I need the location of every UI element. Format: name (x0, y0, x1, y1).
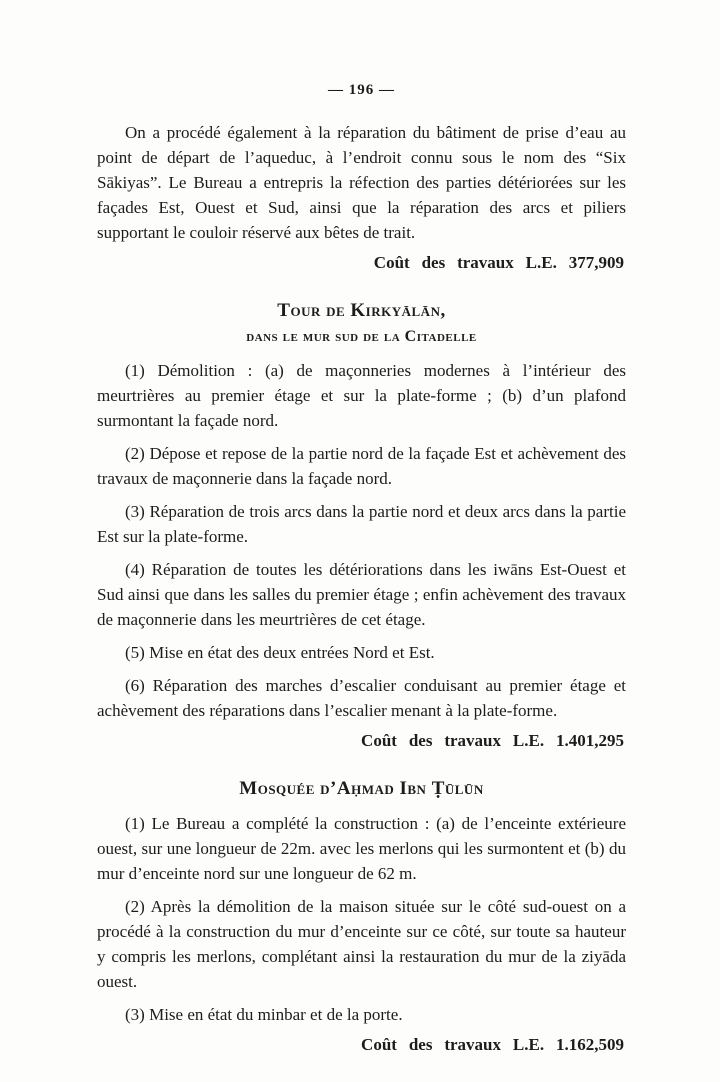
section1-item-1: (1) Démolition : (a) de maçonneries modernes à l’intérieur des meurtrières au premier étage et sur la plate-forme ; (b) d’un plafond surmontant la façade nord. (97, 361, 626, 430)
section1-item-3: (3) Réparation de trois arcs dans la partie nord et deux arcs dans la partie Est sur la plate-forme. (97, 502, 626, 546)
cost-line-section2: Coût des travaux L.E. 1.162,509 (361, 1035, 624, 1054)
section1-items (97, 358, 626, 723)
section1-item-5: (5) Mise en état des deux entrées Nord et Est. (125, 643, 435, 662)
page-number: — 196 — (328, 82, 395, 98)
cost-line-section1: Coût des travaux L.E. 1.401,295 (361, 731, 624, 750)
section1-title-line2: dans le mur sud de la Citadelle (246, 328, 477, 345)
section1-item-4: (4) Réparation de toutes les détériorations dans les iwāns Est-Ouest et Sud ainsi que dans les salles du premier étage ; enfin achèvement des travaux de maçonnerie dans les meurtrières de cet étage. (97, 560, 626, 629)
section2-item-1: (1) Le Bureau a complété la construction : (a) de l’enceinte extérieure ouest, sur une longueur de 22m. avec les merlons qui les surmontent et (b) du mur d’enceinte nord sur une longueur de 62 m. (97, 814, 626, 883)
section2-items (97, 811, 626, 1027)
cost-line-intro: Coût des travaux L.E. 377,909 (373, 253, 624, 272)
section2-item-3: (3) Mise en état du minbar et de la porte. (125, 1005, 403, 1024)
intro-paragraph: On a procédé également à la réparation du bâtiment de prise d’eau au point de départ de l’aqueduc, à l’endroit connu sous le nom des “Six Sākiyas”. Le Bureau a entrepris la réfection des parties détériorées sur les façades Est, Ouest et Sud, ainsi que la réparation des arcs et piliers supportant le couloir réservé aux bêtes de trait. (97, 123, 626, 242)
section1-title-line1: Tour de Kirkyālān, (277, 300, 446, 321)
section1-item-6: (6) Réparation des marches d’escalier conduisant au premier étage et achèvement des réparations dans l’escalier menant à la plate-forme. (97, 676, 626, 720)
section2-title: Mosquée d’Aḥmad Ibn Ṭūlūn (239, 778, 484, 799)
section2-item-2: (2) Après la démolition de la maison située sur le côté sud-ouest on a procédé à la construction du mur d’enceinte sur ce côté, sur toute sa hauteur y compris les merlons, complétant ainsi la restauration du mur de la ziyāda ouest. (97, 897, 626, 991)
section1-item-2: (2) Dépose et repose de la partie nord de la façade Est et achèvement des travaux de maçonnerie dans la façade nord. (97, 444, 626, 488)
